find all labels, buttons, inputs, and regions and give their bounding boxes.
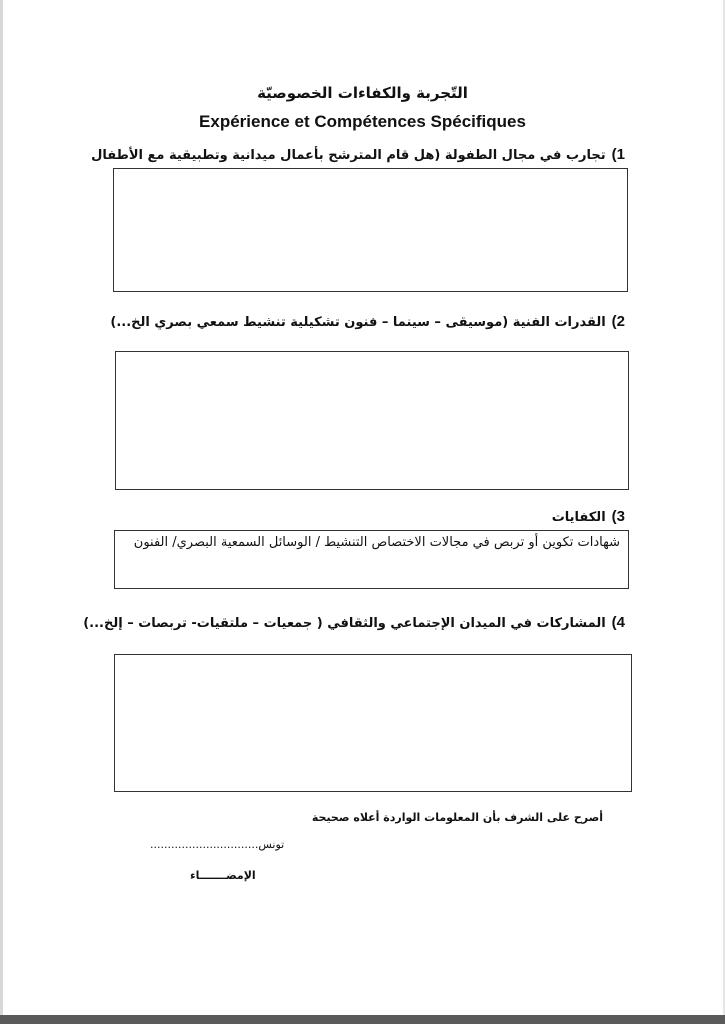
section-1-number: 1) bbox=[611, 146, 625, 163]
section-4-heading bbox=[83, 614, 625, 631]
section-4-label: المشاركات في الميدان الإجتماعي والثقافي ( جمعيات – ملتقيات- تربصات – إلخ...) bbox=[83, 616, 606, 631]
section-3-answer-box[interactable] bbox=[114, 530, 629, 589]
honor-declaration: أصرح على الشرف بأن المعلومات الواردة أعلاه صحيحة bbox=[311, 811, 603, 824]
section-4-number: 4) bbox=[611, 614, 625, 631]
section-3-heading bbox=[552, 508, 625, 525]
scan-edge-left bbox=[0, 0, 3, 1024]
signature-label: الإمضـــــــاء bbox=[190, 869, 256, 882]
section-2-label: القدرات الفنية (موسيقى – سينما – فنون تشكيلية تنشيط سمعي بصري الخ...) bbox=[110, 315, 606, 330]
section-1-heading bbox=[91, 146, 625, 163]
section-3-label: الكفايات bbox=[551, 510, 606, 525]
section-4-content bbox=[115, 655, 631, 659]
place-date-field[interactable]: تونس............................... bbox=[150, 838, 285, 851]
section-4-answer-box[interactable] bbox=[114, 654, 632, 792]
section-2-answer-box[interactable] bbox=[115, 351, 629, 490]
section-1-answer-box[interactable] bbox=[113, 168, 628, 292]
scan-edge-bottom bbox=[0, 1015, 725, 1024]
section-1-content bbox=[114, 169, 627, 173]
section-3-number: 3) bbox=[611, 508, 625, 525]
section-1-label: تجارب في مجال الطفولة (هل قام المترشح بأعمال ميدانية وتطبيقية مع الأطفال bbox=[91, 148, 606, 163]
section-2-number: 2) bbox=[611, 313, 625, 330]
page-title-french: Expérience et Compétences Spécifiques bbox=[199, 112, 526, 131]
section-2-heading bbox=[110, 313, 625, 330]
page-title-arabic: التّجربة والكفاءات الخصوصيّة bbox=[257, 84, 468, 102]
section-3-content: شهادات تكوين أو تربص في مجالات الاختصاص التنشيط / الوسائل السمعية البصري/ الفنون bbox=[133, 535, 620, 550]
section-2-content bbox=[116, 352, 628, 356]
